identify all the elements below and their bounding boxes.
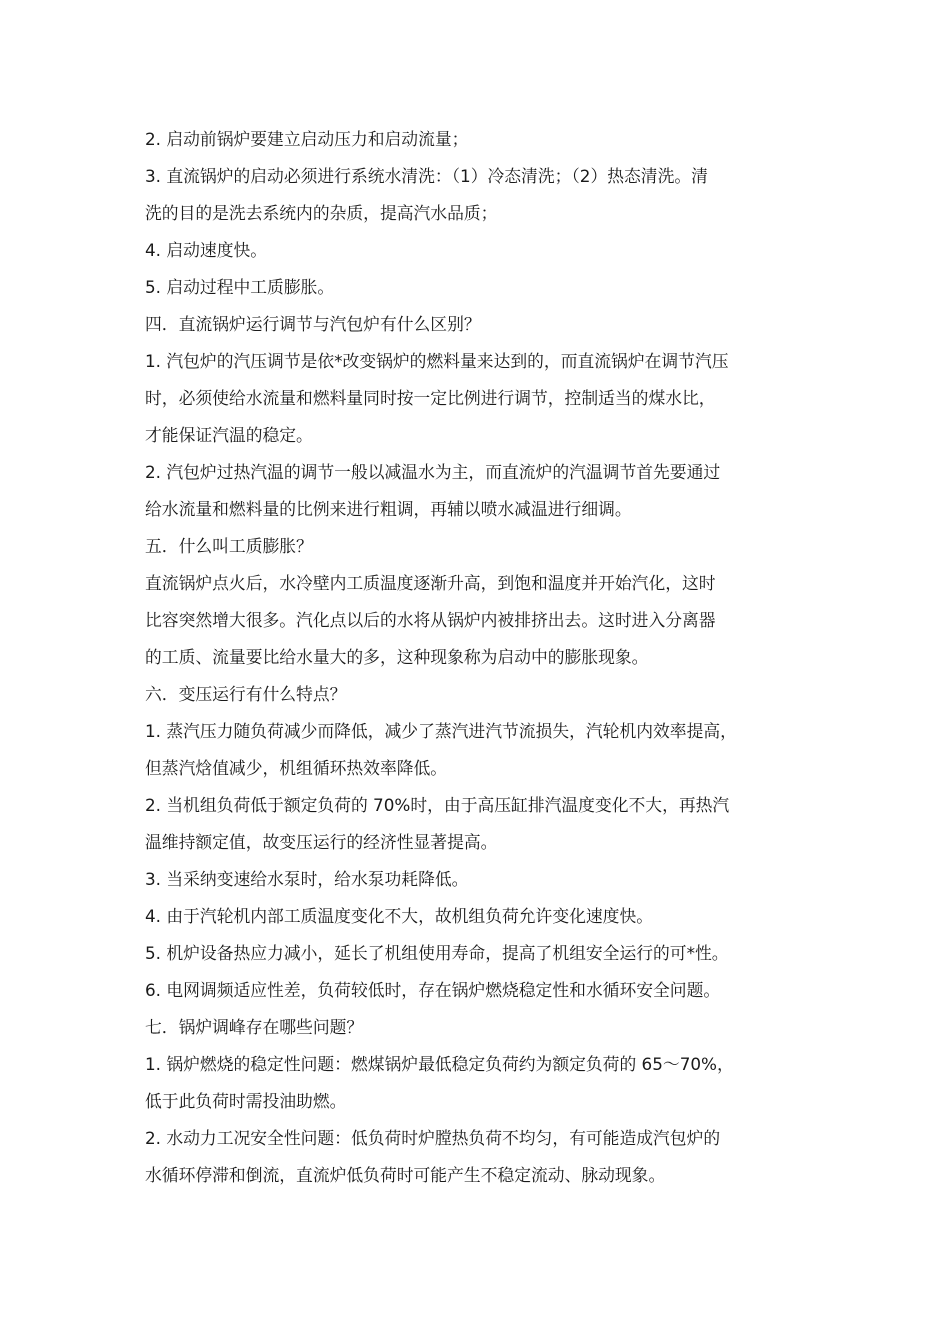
text-line: 水循环停滞和倒流，直流炉低负荷时可能产生不稳定流动、脉动现象。 <box>145 1165 666 1185</box>
text-line: 洗的目的是洗去系统内的杂质，提高汽水品质； <box>145 203 498 223</box>
text-line: 1. 蒸汽压力随负荷减少而降低，减少了蒸汽进汽节流损失，汽轮机内效率提高， <box>145 721 737 741</box>
text-line: 给水流量和燃料量的比例来进行粗调，再辅以喷水减温进行细调。 <box>145 499 632 519</box>
text-line: 时，必须使给水流量和燃料量同时按一定比例进行调节，控制适当的煤水比， <box>145 388 716 408</box>
text-line: 比容突然增大很多。汽化点以后的水将从锅炉内被排挤出去。这时进入分离器 <box>145 610 716 630</box>
text-line: 但蒸汽焓值减少，机组循环热效率降低。 <box>145 758 448 778</box>
text-line: 的工质、流量要比给水量大的多，这种现象称为启动中的膨胀现象。 <box>145 647 649 667</box>
text-line: 七．锅炉调峰存在哪些问题？ <box>145 1017 364 1037</box>
text-line: 2. 当机组负荷低于额定负荷的 70%时，由于高压缸排汽温度变化不大，再热汽 <box>145 795 730 815</box>
text-line: 1. 锅炉燃烧的稳定性问题：燃煤锅炉最低稳定负荷约为额定负荷的 65～70%， <box>145 1054 734 1074</box>
text-line: 5. 机炉设备热应力减小，延长了机组使用寿命，提高了机组安全运行的可*性。 <box>145 943 729 963</box>
text-line: 2. 水动力工况安全性问题：低负荷时炉膛热负荷不均匀，有可能造成汽包炉的 <box>145 1128 721 1148</box>
document-body <box>145 121 825 1194</box>
text-line: 直流锅炉点火后，水冷壁内工质温度逐渐升高，到饱和温度并开始汽化，这时 <box>145 573 716 593</box>
text-line: 3. 当采纳变速给水泵时，给水泵功耗降低。 <box>145 869 469 889</box>
text-line: 四．直流锅炉运行调节与汽包炉有什么区别？ <box>145 314 481 334</box>
text-line: 低于此负荷时需投油助燃。 <box>145 1091 347 1111</box>
text-line: 3. 直流锅炉的启动必须进行系统水清洗：（1）冷态清洗；（2）热态清洗。清 <box>145 166 708 186</box>
text-line: 6. 电网调频适应性差，负荷较低时，存在锅炉燃烧稳定性和水循环安全问题。 <box>145 980 721 1000</box>
text-line: 5. 启动过程中工质膨胀。 <box>145 277 335 297</box>
text-line: 1. 汽包炉的汽压调节是依*改变锅炉的燃料量来达到的，而直流锅炉在调节汽压 <box>145 351 729 371</box>
text-line: 五．什么叫工质膨胀？ <box>145 536 313 556</box>
text-line: 才能保证汽温的稳定。 <box>145 425 313 445</box>
text-line: 2. 启动前锅炉要建立启动压力和启动流量； <box>145 129 469 149</box>
text-line: 六．变压运行有什么特点？ <box>145 684 347 704</box>
text-line: 2. 汽包炉过热汽温的调节一般以减温水为主，而直流炉的汽温调节首先要通过 <box>145 462 721 482</box>
text-line: 4. 启动速度快。 <box>145 240 268 260</box>
text-line: 温维持额定值，故变压运行的经济性显著提高。 <box>145 832 498 852</box>
text-line: 4. 由于汽轮机内部工质温度变化不大，故机组负荷允许变化速度快。 <box>145 906 654 926</box>
